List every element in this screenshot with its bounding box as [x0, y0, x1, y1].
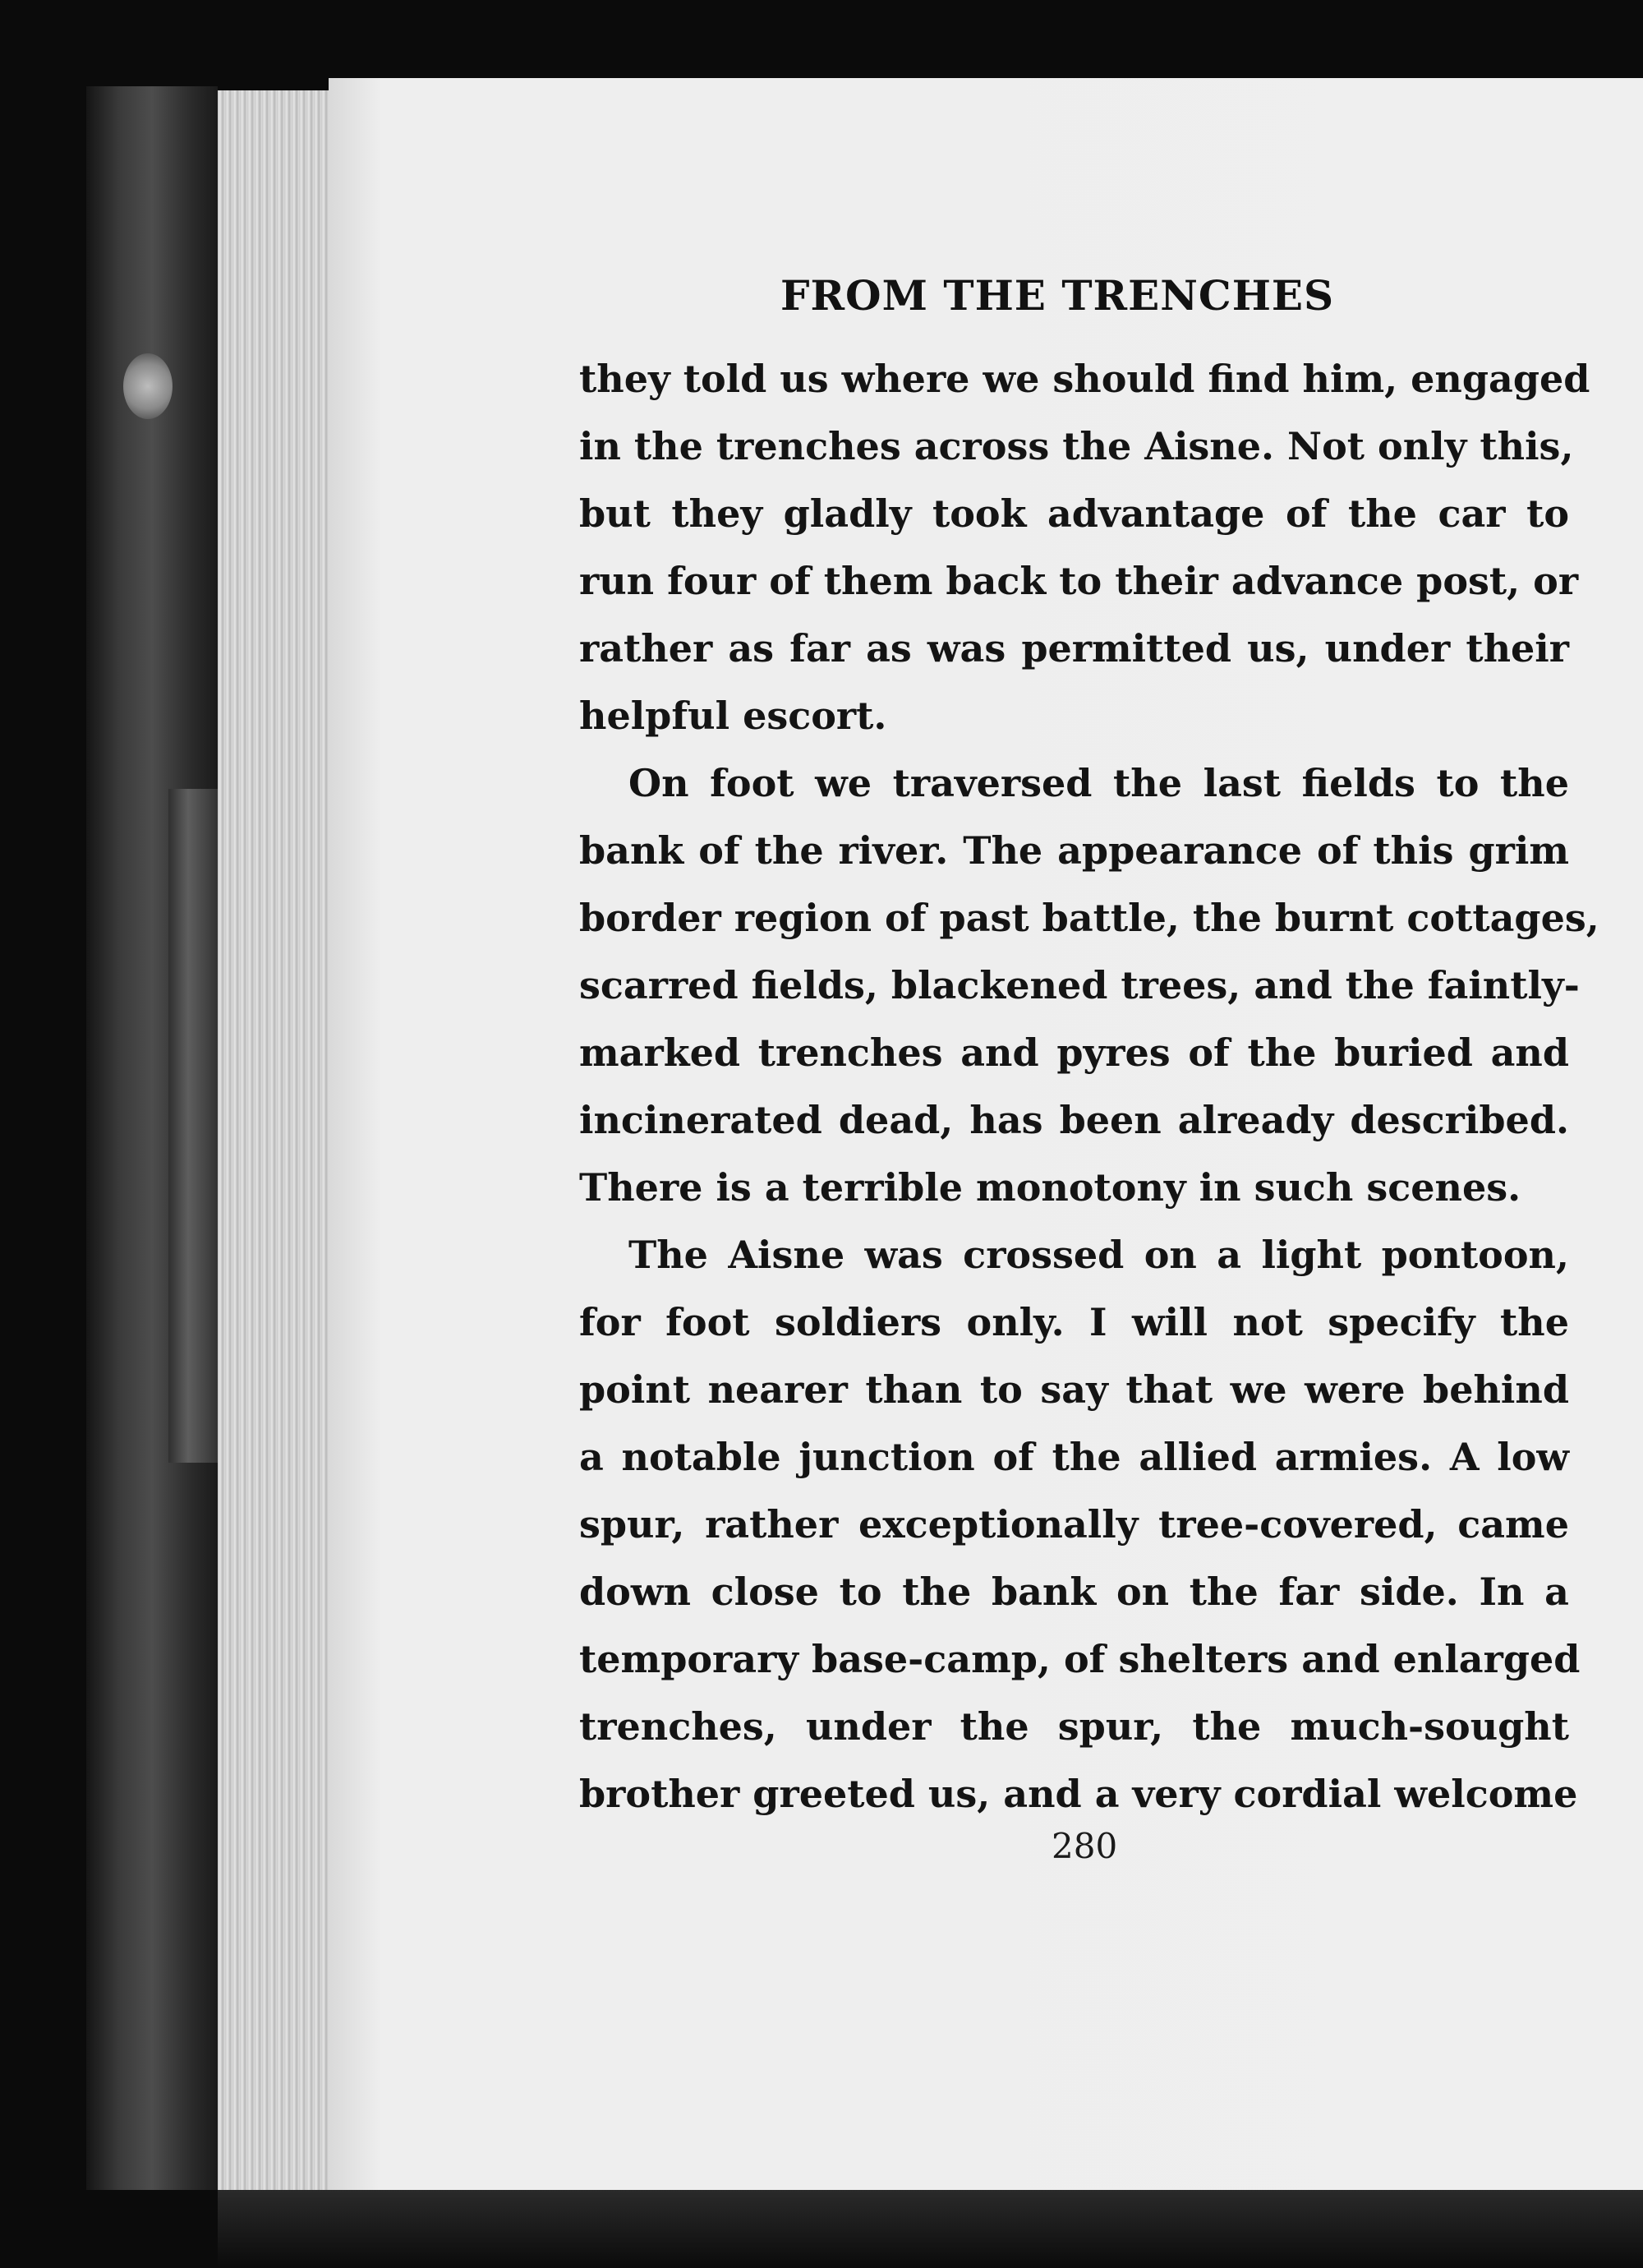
page-number: 280 [1052, 1826, 1118, 1866]
text-line: in the trenches across the Aisne. Not only this, [579, 424, 1574, 468]
body-text [579, 345, 1599, 1828]
spine-emblem [123, 353, 173, 419]
spine-label [168, 789, 218, 1463]
text-line: spur, rather exceptionally tree-covered, came [579, 1502, 1569, 1547]
text-line: they told us where we should find him, engaged [579, 357, 1590, 401]
text-line: trenches, under the spur, the much-sought [579, 1704, 1569, 1749]
text-line: temporary base-camp, of shelters and enlarged [579, 1637, 1581, 1681]
text-line: scarred fields, blackened trees, and the faintly- [579, 963, 1580, 1007]
text-line: point nearer than to say that we were behind [579, 1367, 1569, 1412]
text-line: marked trenches and pyres of the buried and [579, 1030, 1569, 1075]
running-head: FROM THE TRENCHES [780, 271, 1335, 320]
text-line: for foot soldiers only. I will not specify the [579, 1300, 1569, 1344]
text-line: helpful escort. [579, 694, 887, 738]
text-line: border region of past battle, the burnt cottages, [579, 896, 1599, 940]
bottom-shadow [218, 2190, 1643, 2268]
text-line: run four of them back to their advance post, or [579, 559, 1579, 603]
text-line: incinerated dead, has been already described. [579, 1098, 1569, 1142]
text-line: brother greeted us, and a very cordial welcome [579, 1772, 1578, 1816]
text-line: bank of the river. The appearance of this grim [579, 828, 1569, 873]
page-edges [218, 90, 337, 2194]
text-line: The Aisne was crossed on a light pontoon, [628, 1233, 1569, 1277]
text-line: a notable junction of the allied armies. A low [579, 1435, 1569, 1479]
text-line: but they gladly took advantage of the car to [579, 491, 1569, 536]
text-line: rather as far as was permitted us, under their [579, 626, 1569, 671]
text-line: On foot we traversed the last fields to the [628, 761, 1569, 805]
text-line: down close to the bank on the far side. In a [579, 1570, 1569, 1614]
text-line: There is a terrible monotony in such scenes. [579, 1165, 1521, 1210]
